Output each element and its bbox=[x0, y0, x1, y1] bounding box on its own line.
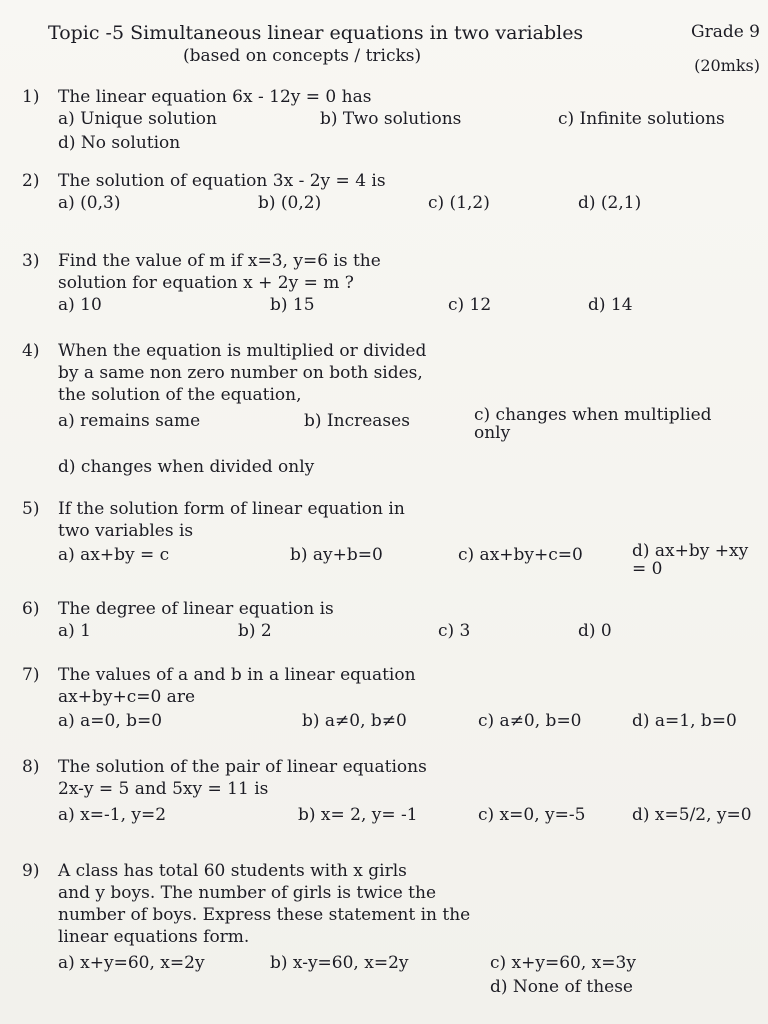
question-stem-continued: by a same non zero number on both sides, bbox=[58, 363, 423, 383]
question-stem-continued: the solution of the equation, bbox=[58, 385, 302, 405]
question-stem: The linear equation 6x - 12y = 0 has bbox=[58, 87, 372, 107]
option-b: b) ay+b=0 bbox=[290, 545, 383, 565]
question-2 bbox=[22, 170, 758, 216]
option-d: d) x=5/2, y=0 bbox=[632, 805, 752, 825]
question-number: 2) bbox=[22, 171, 40, 191]
question-stem: Find the value of m if x=3, y=6 is the bbox=[58, 251, 381, 271]
option-d: d) a=1, b=0 bbox=[632, 711, 737, 731]
option-d: d) (2,1) bbox=[578, 193, 642, 213]
option-c: c) 12 bbox=[448, 295, 492, 315]
worksheet-subtitle: (based on concepts / tricks) bbox=[183, 46, 422, 66]
question-4 bbox=[22, 340, 758, 482]
option-c: c) (1,2) bbox=[428, 193, 490, 213]
option-d: d) No solution bbox=[58, 133, 181, 153]
question-7 bbox=[22, 664, 758, 732]
question-9 bbox=[22, 860, 758, 997]
option-a: a) remains same bbox=[58, 411, 201, 431]
question-number: 1) bbox=[22, 87, 40, 107]
option-a: a) Unique solution bbox=[58, 109, 217, 129]
question-stem: A class has total 60 students with x girls bbox=[58, 861, 407, 881]
question-number: 9) bbox=[22, 861, 40, 881]
option-b: b) 15 bbox=[270, 295, 315, 315]
question-1 bbox=[22, 86, 758, 154]
question-stem-continued: solution for equation x + 2y = m ? bbox=[58, 273, 354, 293]
option-b: b) 2 bbox=[238, 621, 272, 641]
question-6 bbox=[22, 598, 758, 644]
question-8 bbox=[22, 756, 758, 824]
question-stem-continued: 2x-y = 5 and 5xy = 11 is bbox=[58, 779, 269, 799]
option-a: a) ax+by = c bbox=[58, 545, 170, 565]
question-number: 4) bbox=[22, 341, 40, 361]
option-c: c) 3 bbox=[438, 621, 471, 641]
question-stem-continued: two variables is bbox=[58, 521, 194, 541]
question-stem: The degree of linear equation is bbox=[58, 599, 334, 619]
option-b: b) x= 2, y= -1 bbox=[298, 805, 418, 825]
question-stem-continued: and y boys. The number of girls is twice the bbox=[58, 883, 437, 903]
worksheet-title: Topic -5 Simultaneous linear equations in two variables bbox=[48, 22, 584, 44]
option-c: c) x=0, y=-5 bbox=[478, 805, 586, 825]
marks-label: (20mks) bbox=[694, 56, 760, 75]
question-number: 5) bbox=[22, 499, 40, 519]
question-stem: The solution of the pair of linear equations bbox=[58, 757, 427, 777]
option-c: c) ax+by+c=0 bbox=[458, 545, 583, 565]
grade-label: Grade 9 bbox=[690, 22, 760, 42]
option-b: b) Two solutions bbox=[320, 109, 462, 129]
question-3 bbox=[22, 250, 758, 318]
option-c: c) Infinite solutions bbox=[558, 109, 725, 129]
option-b: b) x-y=60, x=2y bbox=[270, 953, 409, 973]
option-b: b) a≠0, b≠0 bbox=[302, 711, 407, 731]
question-stem: When the equation is multiplied or divided bbox=[58, 341, 427, 361]
option-b: b) Increases bbox=[304, 411, 410, 431]
option-d: d) 14 bbox=[588, 295, 633, 315]
option-a: a) 10 bbox=[58, 295, 102, 315]
question-stem: The values of a and b in a linear equation bbox=[58, 665, 416, 685]
option-d: d) None of these bbox=[490, 977, 633, 997]
option-d: d) changes when divided only bbox=[58, 457, 315, 477]
question-stem: If the solution form of linear equation in bbox=[58, 499, 405, 519]
question-stem-continued: linear equations form. bbox=[58, 927, 250, 947]
worksheet-header bbox=[48, 22, 760, 75]
question-stem-continued: number of boys. Express these statement in the bbox=[58, 905, 471, 925]
question-5 bbox=[22, 498, 758, 584]
option-b: b) (0,2) bbox=[258, 193, 322, 213]
question-number: 3) bbox=[22, 251, 40, 271]
option-a: a) x+y=60, x=2y bbox=[58, 953, 205, 973]
option-c: c) a≠0, b=0 bbox=[478, 711, 582, 731]
option-c: c) changes when multiplied only bbox=[474, 405, 712, 443]
option-c: c) x+y=60, x=3y bbox=[490, 953, 636, 973]
question-number: 6) bbox=[22, 599, 40, 619]
option-a: a) a=0, b=0 bbox=[58, 711, 163, 731]
question-stem-continued: ax+by+c=0 are bbox=[58, 687, 196, 707]
option-a: a) (0,3) bbox=[58, 193, 121, 213]
option-a: a) x=-1, y=2 bbox=[58, 805, 167, 825]
question-number: 7) bbox=[22, 665, 40, 685]
option-a: a) 1 bbox=[58, 621, 91, 641]
question-stem: The solution of equation 3x - 2y = 4 is bbox=[58, 171, 386, 191]
question-number: 8) bbox=[22, 757, 40, 777]
option-d: d) ax+by +xy = 0 bbox=[632, 541, 749, 579]
option-d: d) 0 bbox=[578, 621, 612, 641]
